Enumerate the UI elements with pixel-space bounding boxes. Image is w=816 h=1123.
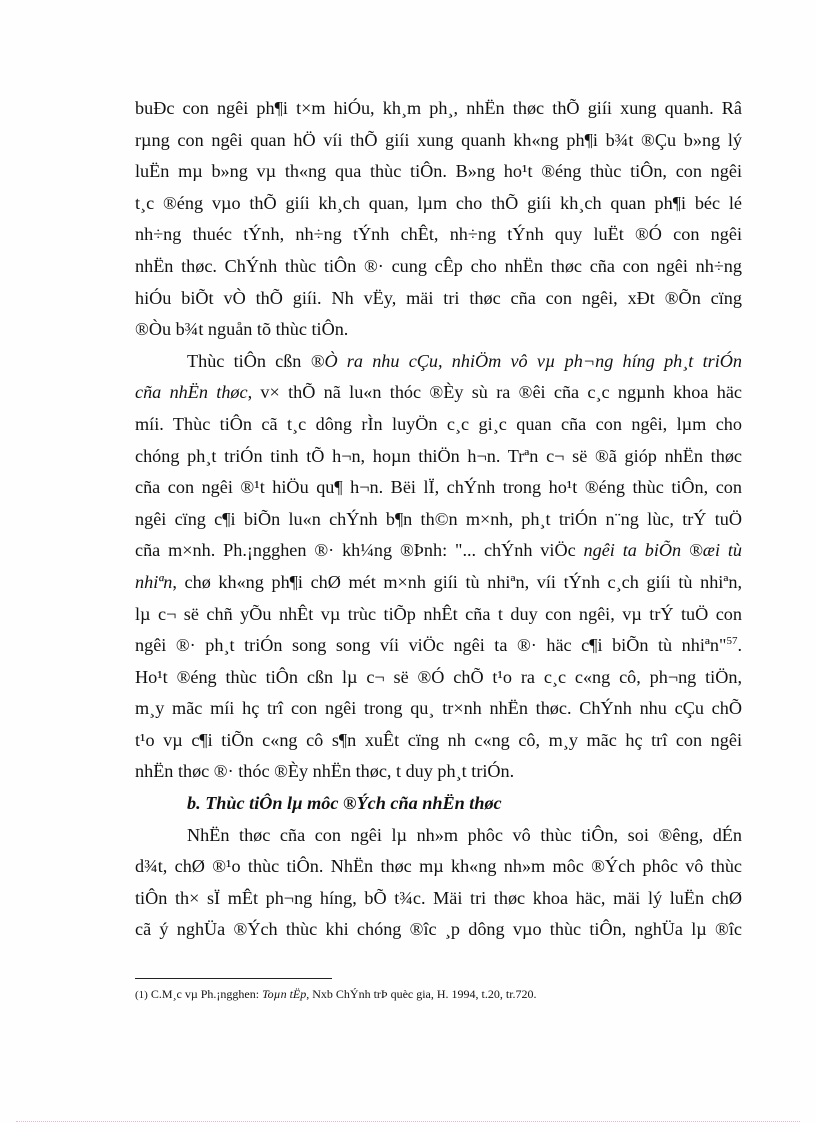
text-run: .: [737, 635, 742, 656]
text-line: ngêi cïng c¶i biÕn lu«n chÝnh b¶n th©n m×nh, ph¸t triÓn n¨ng lùc, trÝ tuÖ: [135, 508, 742, 529]
text-line: [135, 346, 742, 378]
italic-text-run: ngêi ta biÕn ®æi tù: [583, 540, 743, 561]
text-line: m¸y mãc míi hç trî con ngêi trong qu¸ tr×nh nhËn thøc. ChÝnh nhu cÇu chÕ: [135, 698, 742, 719]
text-line: buÐc con ngêi ph¶i t×m hiÓu, kh¸m ph¸, nhËn thøc thÕ giíi xung quanh. Râ: [135, 98, 742, 118]
citation-superscript: 57: [726, 635, 738, 648]
page-boundary: [16, 1121, 800, 1122]
text-line: t¹o vµ c¶i tiÕn c«ng cô s¶n xuÊt cïng nh c«ng cô, m¸y mãc hç trî con ngêi: [135, 729, 742, 750]
text-line: [135, 535, 742, 567]
footnote-marker: (1): [135, 989, 148, 1001]
text-line: nh÷ng thuéc tÝnh, nh÷ng tÝnh chÊt, nh÷ng tÝnh quy luËt ®Ó con ngêi: [135, 224, 742, 245]
text-line: tiÔn th× sÏ mÊt ph¬ng híng, bÕ t¾c. Mäi tri thøc khoa häc, mäi lý luËn chØ: [135, 887, 742, 908]
text-line: t¸c ®éng vµo thÕ giíi kh¸ch quan, lµm cho thÕ giíi kh¸ch quan ph¶i béc lé: [135, 192, 742, 213]
text-line: cã ý nghÜa ®Ých thùc khi chóng ®îc ¸p dông vµo thùc tiÔn, nghÜa lµ ®îc: [135, 919, 742, 940]
text-line: nhËn thøc. ChÝnh thùc tiÔn ®· cung cÊp cho nhËn thøc cña con ngêi nh÷ng: [135, 255, 742, 276]
text-line: ®Òu b¾t nguån tõ thùc tiÔn.: [135, 319, 349, 340]
text-line: chóng ph¸t triÓn tinh tÕ h¬n, hoµn thiÖn h¬n. Trªn c¬ së ®ã gióp nhËn thøc: [135, 445, 742, 466]
text-line: hiÓu biÕt vÒ thÕ giíi. Nh vËy, mäi tri thøc cña con ngêi, xÐt ®Õn cïng: [135, 287, 742, 308]
text-line: rµng con ngêi quan hÖ víi thÕ giíi xung quanh kh«ng ph¶i b¾t ®Çu b»ng lý: [135, 129, 742, 150]
footnote-text: C.M¸c vµ Ph.¡ngghen:: [147, 987, 263, 1001]
footnote-separator: [135, 978, 332, 979]
text-run: , v× thÕ nã lu«n thóc ®Èy sù ra ®êi cña c¸c ngµnh khoa häc: [247, 382, 742, 403]
text-run: , chø kh«ng ph¶i chØ mét m×nh giíi tù nhiªn, víi tÝnh c¸ch giíi tù nhiªn,: [172, 571, 742, 592]
text-run: Thùc tiÔn cßn: [187, 350, 311, 371]
text-line: nhËn thøc ®· thóc ®Èy nhËn thøc, t duy ph¸t triÓn.: [135, 761, 515, 782]
footnote: [135, 986, 735, 1003]
text-line: NhËn thøc cña con ngêi lµ nh»m phôc vô thùc tiÔn, soi ®êng, dÉn: [187, 824, 742, 845]
italic-text-run: cña nhËn thøc: [135, 382, 248, 403]
text-line: míi. Thùc tiÔn cã t¸c dông rÌn luyÖn c¸c gi¸c quan cña con ngêi, lµm cho: [135, 413, 742, 434]
footnote-title: Toµn tËp: [262, 987, 307, 1001]
text-line: lµ c¬ së chñ yÕu nhÊt vµ trùc tiÕp nhÊt cña t duy con ngêi, vµ trÝ tuÖ con: [135, 603, 742, 624]
footnote-text: , Nxb ChÝnh trÞ quèc gia, H. 1994, t.20, tr.720.: [306, 987, 537, 1001]
text-line: cña con ngêi ®¹t hiÖu qu¶ h¬n. Bëi lÏ, chÝnh trong ho¹t ®éng thùc tiÔn, con: [135, 477, 742, 498]
text-line: [135, 567, 742, 599]
text-line: luËn mµ b»ng vµ th«ng qua thùc tiÔn. B»ng ho¹t ®éng thùc tiÔn, con ngêi: [135, 161, 742, 182]
text-run: ngêi ®· ph¸t triÓn song song víi viÖc ngêi ta ®· häc c¶i biÕn tù nhiªn": [135, 635, 727, 656]
text-run: cña m×nh. Ph.¡ngghen ®· kh¼ng ®Þnh: "... chÝnh viÖc: [135, 540, 584, 561]
section-heading: b. Thùc tiÔn lµ môc ®Ých cña nhËn thøc: [187, 793, 502, 814]
text-line: Ho¹t ®éng thùc tiÔn cßn lµ c¬ së ®Ó chÕ t¹o ra c¸c c«ng cô, ph¬ng tiÖn,: [135, 666, 742, 687]
italic-text-run: nhiªn: [135, 571, 173, 592]
italic-text-run: ®Ò ra nhu cÇu, nhiÖm vô vµ ph¬ng híng ph¸t triÓn: [310, 350, 742, 371]
text-line: d¾t, chØ ®¹o thùc tiÔn. NhËn thøc mµ kh«ng nh»m môc ®Ých phôc vô thùc: [135, 856, 742, 877]
body-text: [135, 93, 742, 946]
text-line: [135, 630, 742, 662]
text-line: [135, 377, 742, 409]
